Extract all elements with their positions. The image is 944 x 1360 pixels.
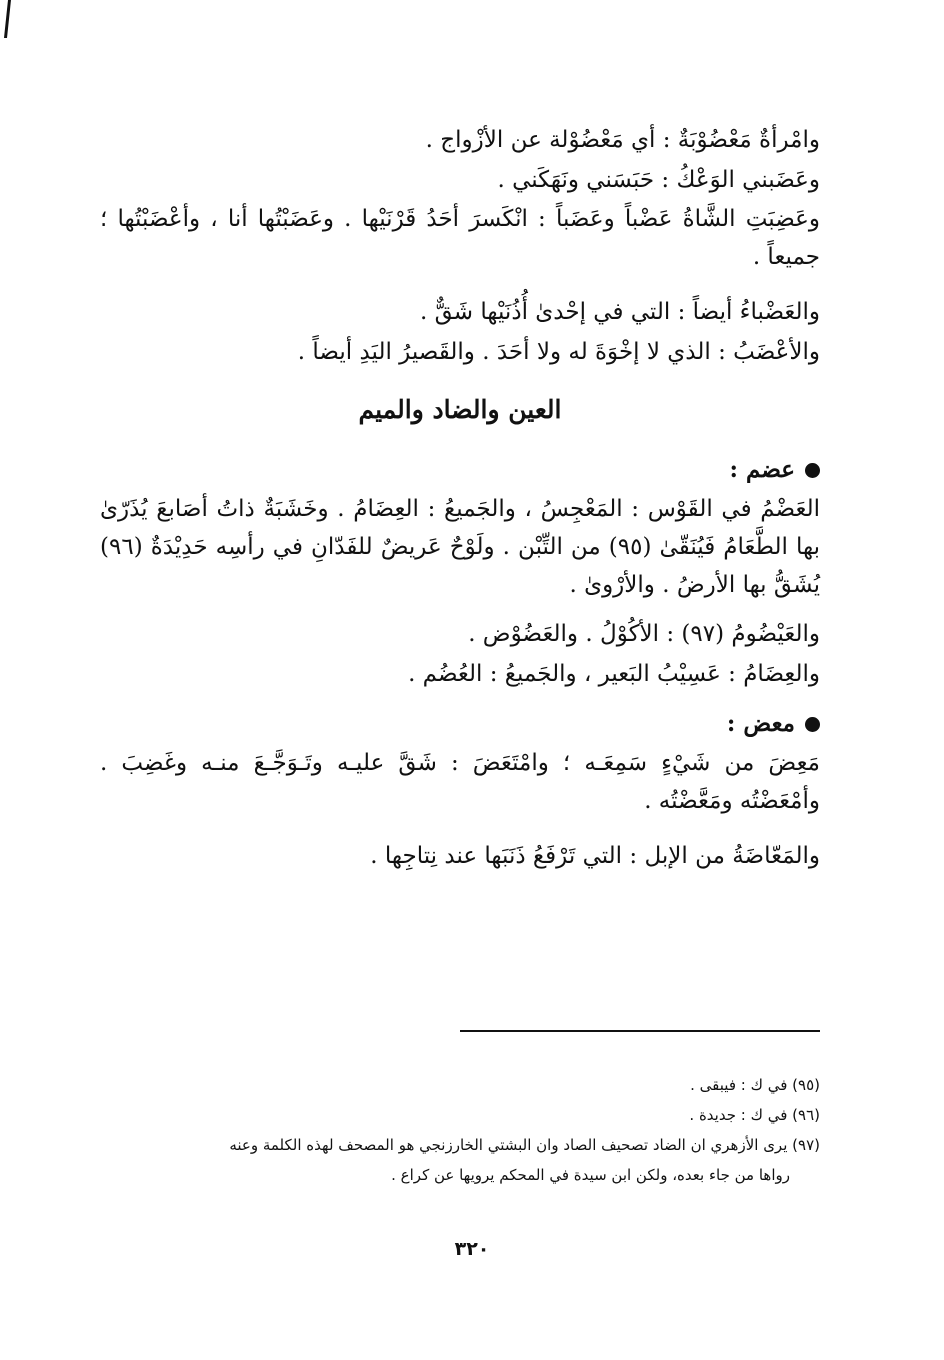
entry-heading <box>100 450 820 490</box>
text-line: وامْرأةٌ مَعْضُوْبَةٌ : أي مَعْضُوْلة عن الأزْواج . <box>425 127 820 153</box>
bullet-icon <box>805 463 820 478</box>
corner-mark <box>4 0 11 38</box>
footnote: (٩٥) في ك : فيبقى . <box>690 1076 820 1094</box>
footnote: (٩٦) في ك : جديدة . <box>689 1106 820 1124</box>
main-text <box>100 120 820 876</box>
footnotes <box>100 1070 820 1190</box>
entry-heading <box>100 704 820 744</box>
bullet-icon <box>805 717 820 732</box>
text-line: والعِضَامُ : عَسِيْبُ البَعير ، والجَميعُ : العُضُم . <box>408 661 820 687</box>
entry-paragraph: العَضْمُ في القَوْس : المَعْجِسُ ، والجَميعُ : العِضَامُ . وخَشَبَةٌ ذاتُ أصَابعَ يُذَرّىٰ بها الطَّعَامُ فَيُنَقّىٰ (٩٥) من التِّبْن . ولَوْحٌ عَريضٌ للفَدّانِ في رأسِه حَدِيْدَةٌ (٩٦) يُشَقُّ بها الأرضُ . والأرْوىٰ . <box>100 496 820 598</box>
entry-paragraph: مَعِضَ من شَيْءٍ سَمِعَـه ؛ وامْتَعَضَ : شَقَّ عليـه وتَـوَجَّـعَ منـه وغَضِبَ . وأمْعَضْتُه ومَعَّضْتُه . <box>100 750 820 814</box>
footnote-continuation: رواها من جاء بعده، ولكن ابن سيدة في المحكم يرويها عن كراع . <box>391 1166 790 1184</box>
entry-title: معض : <box>726 710 795 737</box>
footnote-divider <box>460 1030 820 1032</box>
text-line: وعَضَبني الوَعْكُ : حَبَسَني ونَهَكَني . <box>497 167 820 193</box>
text-paragraph: وعَضِبَتِ الشَّاةُ عَضْباً وعَضَباً : انْكَسرَ أحَدُ قَرْنَيْها . وعَضَبْتُها أنا ، وأعْضَبْتُها ؛ جميعاً . <box>100 206 820 270</box>
footnote: (٩٧) يرى الأزهري ان الضاد تصحيف الصاد وان البشتي الخارزنجي هو المصحف لهذه الكلمة وعنه <box>229 1136 820 1154</box>
section-heading: العين والضاد والميم <box>358 395 562 424</box>
text-line: والأعْضَبُ : الذي لا إخْوَةَ له ولا أحَدَ . والقَصيرُ اليَدِ أيضاً . <box>297 339 820 365</box>
entry-title: عضم : <box>729 456 795 483</box>
text-line: والعَضْباءُ أيضاً : التي في إحْدىٰ أُذُنَيْها شَقٌّ . <box>420 299 820 325</box>
text-line: والمَعّاضَةُ من الإبل : التي تَرْفَعُ ذَنَبَها عند نِتاجِها . <box>370 843 820 869</box>
page-number: ٣٢٠ <box>454 1238 490 1260</box>
text-line: والعَيْضُومُ (٩٧) : الأكُوْلُ . والعَضُوْض . <box>468 621 820 647</box>
